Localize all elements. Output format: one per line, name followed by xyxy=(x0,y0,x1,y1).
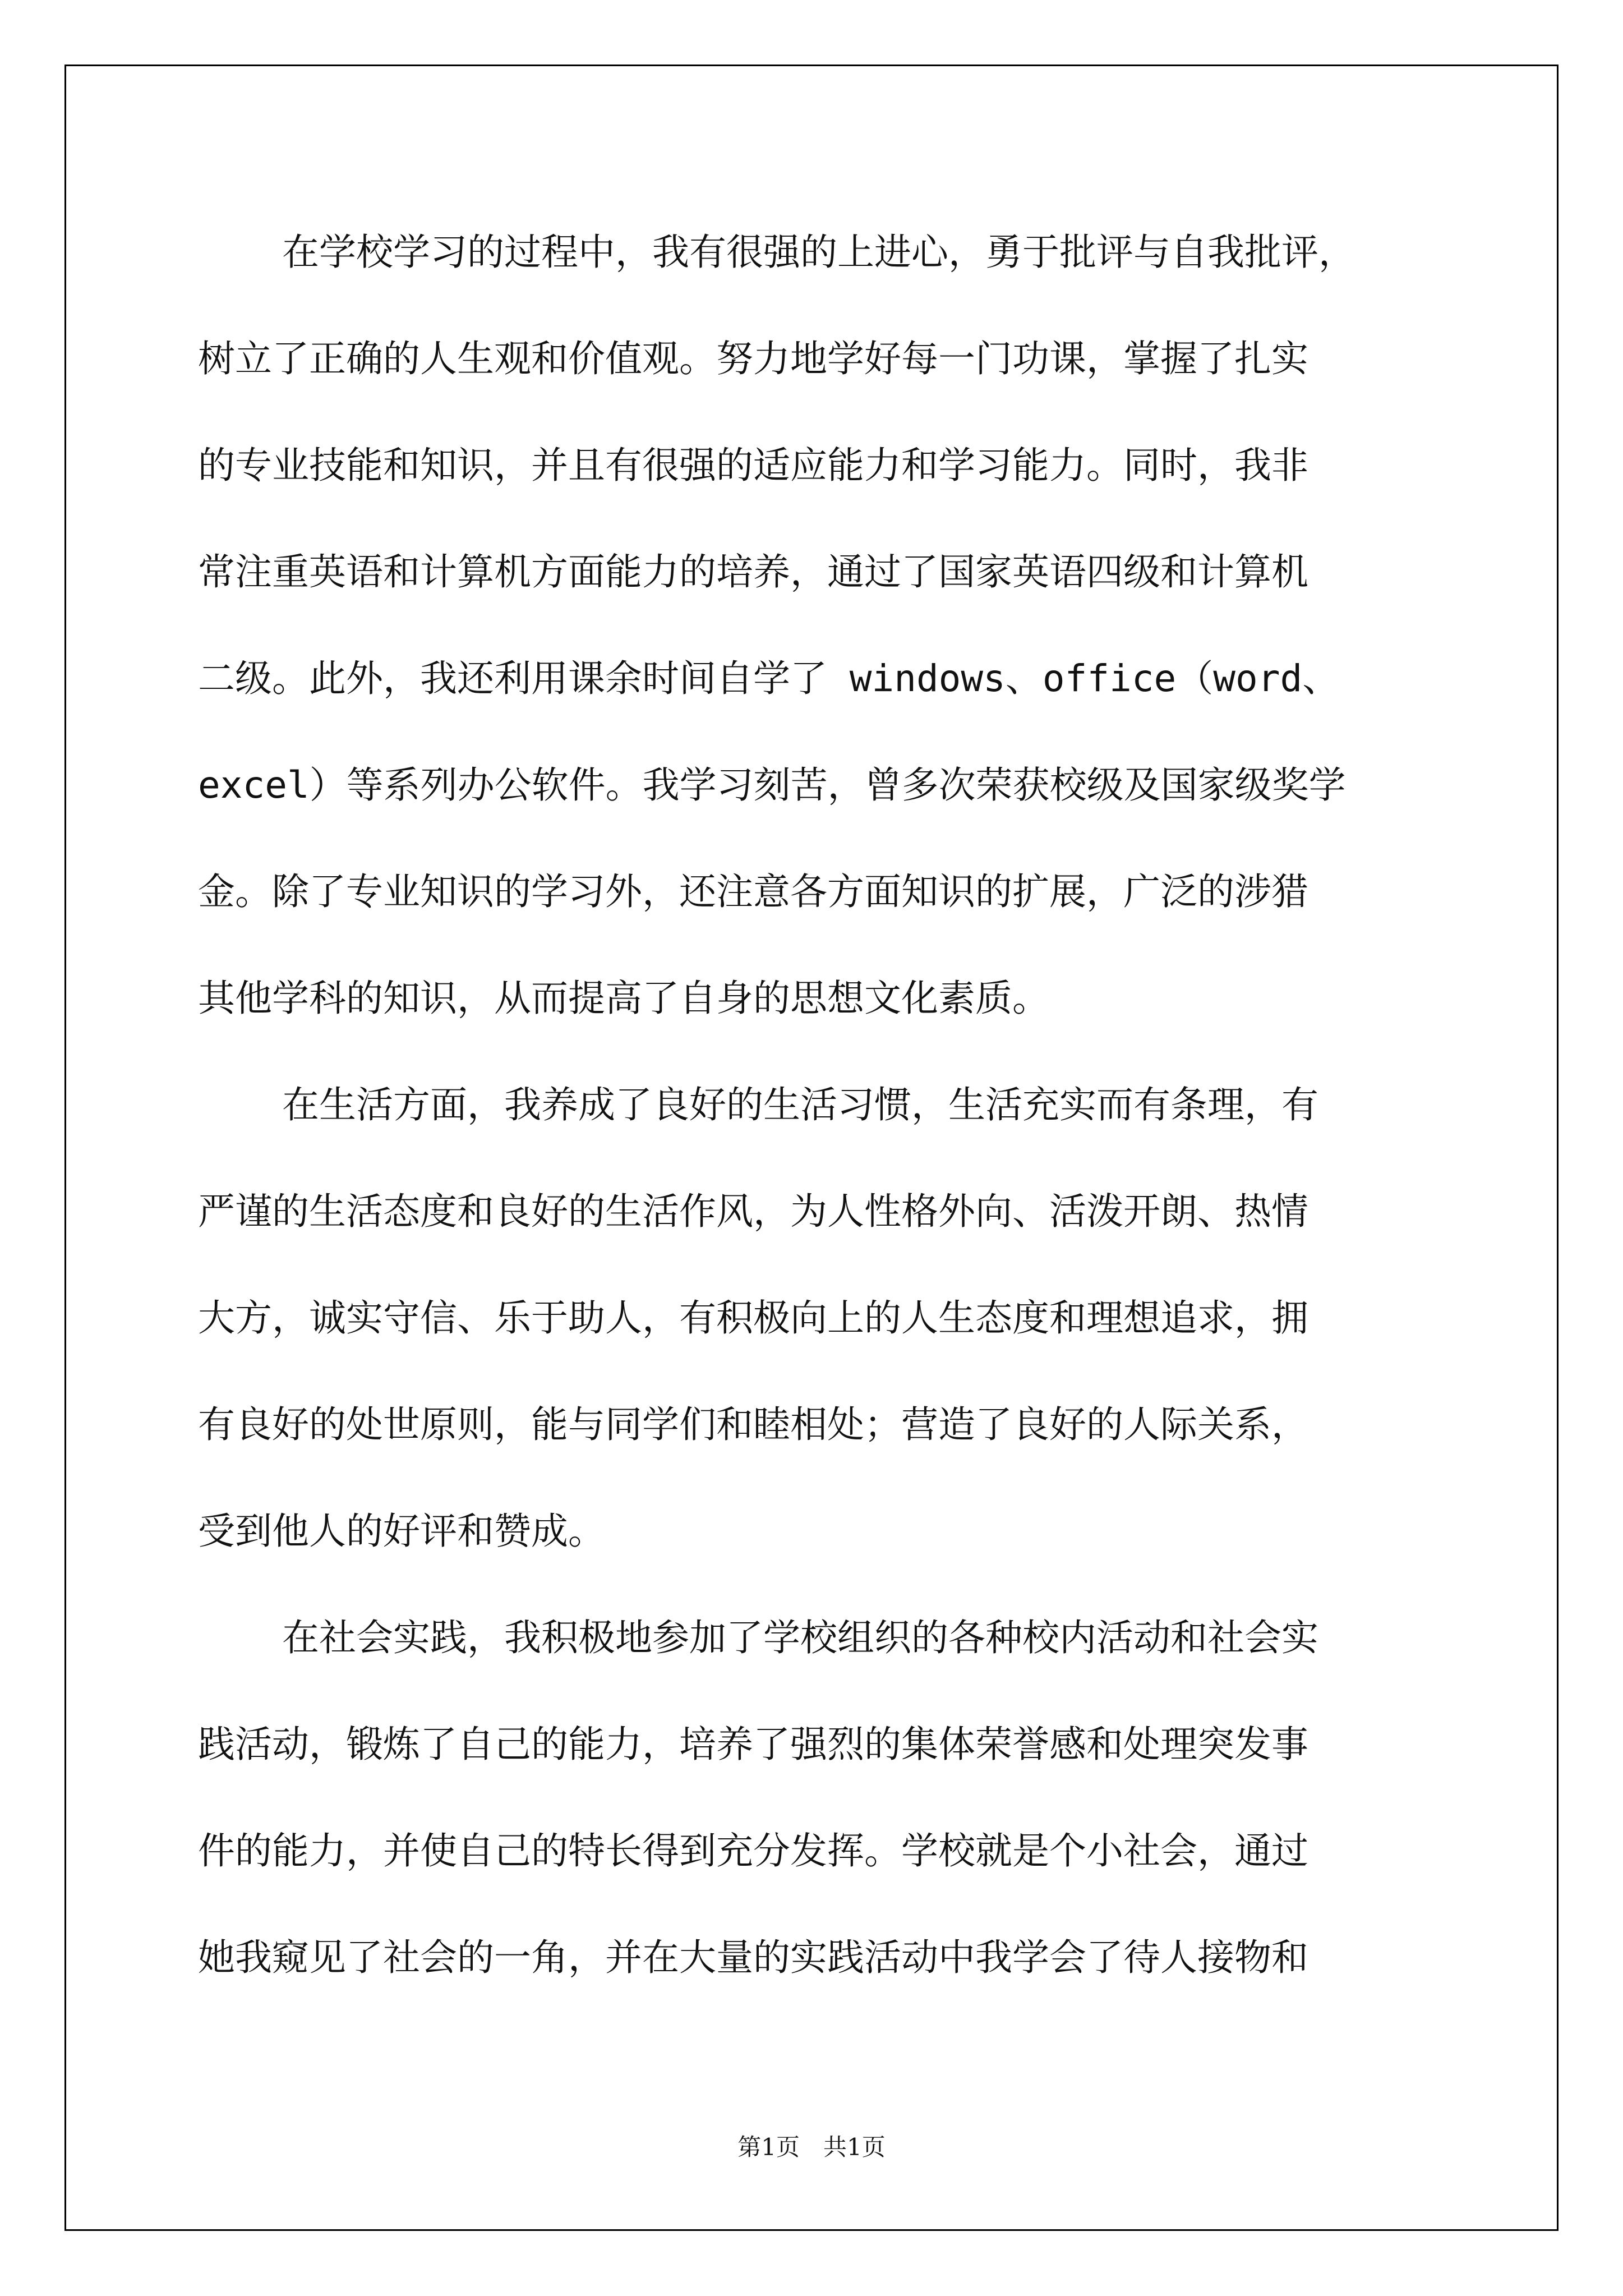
paragraph-line: 大方，诚实守信、乐于助人，有积极向上的人生态度和理想追求，拥 xyxy=(198,1296,1308,1340)
paragraph-line: 严谨的生活态度和良好的生活作风，为人性格外向、活泼开朗、热情 xyxy=(198,1190,1308,1233)
paragraph-line: 件的能力，并使自己的特长得到充分发挥。学校就是个小社会，通过 xyxy=(198,1829,1308,1872)
paragraph-line: 其他学科的知识，从而提高了自身的思想文化素质。 xyxy=(198,977,1049,1020)
page-footer xyxy=(0,2131,1623,2164)
paragraph-line: 金。除了专业知识的学习外，还注意各方面知识的扩展，广泛的涉猎 xyxy=(198,870,1308,913)
paragraph-line: 树立了正确的人生观和价值观。努力地学好每一门功课，掌握了扎实 xyxy=(198,337,1308,380)
paragraph-line: 常注重英语和计算机方面能力的培养，通过了国家英语四级和计算机 xyxy=(198,550,1308,593)
paragraph-line: 在社会实践，我积极地参加了学校组织的各种校内活动和社会实 xyxy=(282,1616,1318,1659)
paragraph-line: 的专业技能和知识，并且有很强的适应能力和学习能力。同时，我非 xyxy=(198,444,1308,487)
paragraph-line: excel）等系列办公软件。我学习刻苦，曾多次荣获校级及国家级奖学 xyxy=(198,763,1346,807)
page-total: 共1页 xyxy=(823,2133,886,2161)
paragraph-line: 践活动，锻炼了自己的能力，培养了强烈的集体荣誉感和处理突发事 xyxy=(198,1723,1308,1766)
paragraph-line: 在生活方面，我养成了良好的生活习惯，生活充实而有条理，有 xyxy=(282,1083,1318,1126)
paragraph-line: 二级。此外，我还利用课余时间自学了 windows、office（word、 xyxy=(198,657,1340,700)
page-number: 第1页 xyxy=(737,2133,800,2161)
paragraph-line: 在学校学习的过程中，我有很强的上进心，勇于批评与自我批评， xyxy=(282,231,1355,274)
paragraph-line: 她我窥见了社会的一角，并在大量的实践活动中我学会了待人接物和 xyxy=(198,1936,1308,1979)
paragraph-line: 受到他人的好评和赞成。 xyxy=(198,1510,605,1553)
paragraph-line: 有良好的处世原则，能与同学们和睦相处；营造了良好的人际关系， xyxy=(198,1403,1308,1446)
